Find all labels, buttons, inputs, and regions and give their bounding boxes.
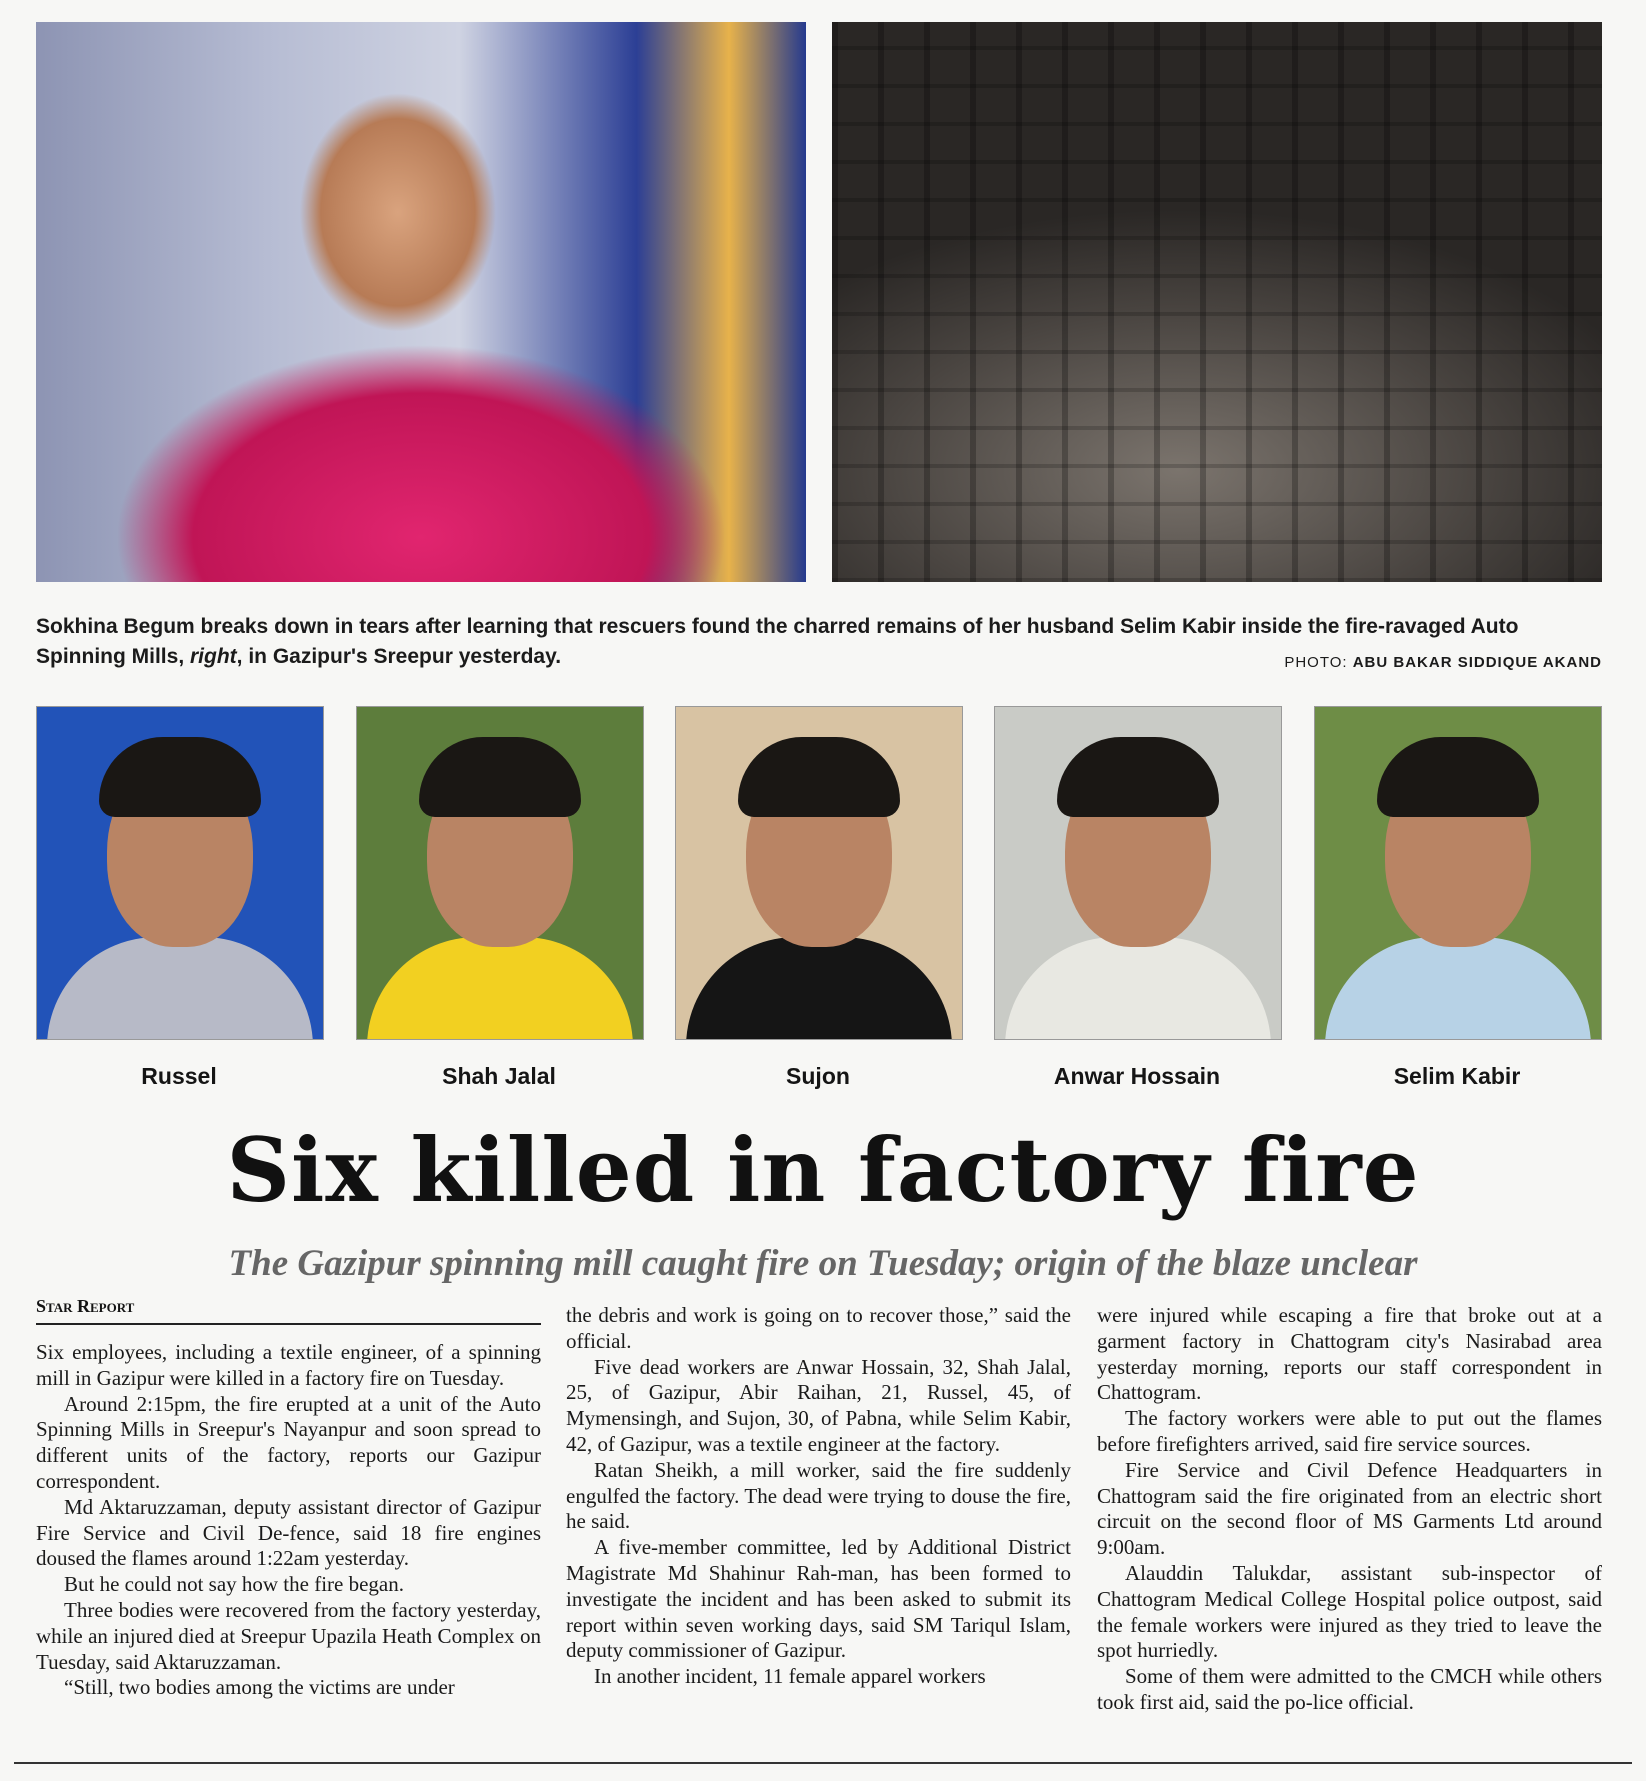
byline: Star Report <box>36 1296 541 1325</box>
caption-text-end: , in Gazipur's Sreepur yesterday. <box>236 645 562 668</box>
article-column-3 <box>1097 1303 1602 1716</box>
caption-text: Sokhina Begum breaks down in tears after learning that rescuers found the charred remains of her husband Selim Kabir inside the fire-ravaged Auto Spinning Mills, <box>36 615 1519 668</box>
bottom-rule <box>14 1762 1632 1764</box>
paragraph: were injured while escaping a fire that broke out at a garment factory in Chattogram city's Nasirabad area yesterday morning, reports our staff correspondent in Chattogram. <box>1097 1303 1602 1405</box>
grieving-woman-photo <box>36 22 806 582</box>
paragraph: But he could not say how the fire began. <box>64 1572 404 1597</box>
subheadline: The Gazipur spinning mill caught fire on Tuesday; origin of the blaze unclear <box>228 1243 1418 1284</box>
article-column-2 <box>566 1303 1071 1690</box>
paragraph: the debris and work is going on to recover those,” said the official. <box>566 1303 1071 1353</box>
paragraph: Five dead workers are Anwar Hossain, 32, Shah Jalal, 25, of Gazipur, Abir Raihan, 21, Russel, 45, of Mymensingh, and Sujon, 30, of Pabna, while Selim Kabir, 42, of Gazipur, was a textile engineer at the factory. <box>566 1354 1071 1456</box>
headline: Six killed in factory fire <box>226 1118 1420 1222</box>
paragraph: Alauddin Talukdar, assistant sub-inspector of Chattogram Medical College Hospital police outpost, said the female workers were injured as they tried to leave the spot hurriedly. <box>1097 1560 1602 1663</box>
caption-italic: right <box>190 645 237 668</box>
portrait-hair <box>419 737 581 817</box>
portrait-shirt <box>1005 937 1271 1040</box>
paragraph: Some of them were admitted to the CMCH while others took first aid, said the po-lice official. <box>1097 1664 1602 1714</box>
portrait-shirt <box>47 937 313 1040</box>
portrait-hair <box>738 737 900 817</box>
paragraph: Six employees, including a textile engineer, of a spinning mill in Gazipur were killed in a factory fire on Tuesday. <box>36 1340 541 1390</box>
burnt-factory-photo <box>832 22 1602 582</box>
portrait-russel <box>36 706 324 1040</box>
portrait-shirt <box>367 937 633 1040</box>
victim-name: Russel <box>141 1063 217 1089</box>
portrait-sujon <box>675 706 963 1040</box>
portrait-hair <box>1057 737 1219 817</box>
paragraph: Around 2:15pm, the fire erupted at a unit of the Auto Spinning Mills in Sreepur's Nayanpur and soon spread to different units of the factory, reports our Gazipur correspondent. <box>36 1391 541 1493</box>
photo-credit: PHOTO: ABU BAKAR SIDDIQUE AKAND <box>1284 654 1602 671</box>
paragraph: Ratan Sheikh, a mill worker, said the fire suddenly engulfed the factory. The dead were trying to douse the fire, he said. <box>566 1457 1071 1534</box>
paragraph: A five-member committee, led by Additional District Magistrate Md Shahinur Rah-man, has been formed to investigate the incident and has been asked to submit its report within seven working days, said SM Tariqul Islam, deputy commissioner of Gazipur. <box>566 1535 1071 1663</box>
portrait-hair <box>1377 737 1539 817</box>
portrait-hair <box>99 737 261 817</box>
paragraph: Md Aktaruzzaman, deputy assistant director of Gazipur Fire Service and Civil De-fence, said 18 fire engines doused the flames around 1:22am yesterday. <box>36 1494 541 1571</box>
paragraph: The factory workers were able to put out the flames before firefighters arrived, said fire service sources. <box>1097 1406 1602 1456</box>
portrait-selim-kabir <box>1314 706 1602 1040</box>
article-column-1 <box>36 1340 541 1701</box>
victim-name: Sujon <box>786 1063 850 1089</box>
portrait-shah-jalal <box>356 706 644 1040</box>
portrait-anwar-hossain <box>994 706 1282 1040</box>
paragraph: “Still, two bodies among the victims are under <box>64 1675 455 1700</box>
victim-name: Anwar Hossain <box>1053 1063 1221 1089</box>
paragraph: Fire Service and Civil Defence Headquarters in Chattogram said the fire originated from an electric short circuit on the second floor of MS Garments Ltd around 9:00am. <box>1097 1457 1602 1560</box>
portrait-shirt <box>686 937 952 1040</box>
victim-name: Selim Kabir <box>1393 1063 1521 1089</box>
paragraph: In another incident, 11 female apparel workers <box>594 1664 986 1689</box>
paragraph: Three bodies were recovered from the factory yesterday, while an injured died at Sreepur Upazila Heath Complex on Tuesday, said Aktaruzzaman. <box>36 1597 541 1674</box>
portrait-shirt <box>1325 937 1591 1040</box>
victim-name: Shah Jalal <box>442 1063 556 1089</box>
